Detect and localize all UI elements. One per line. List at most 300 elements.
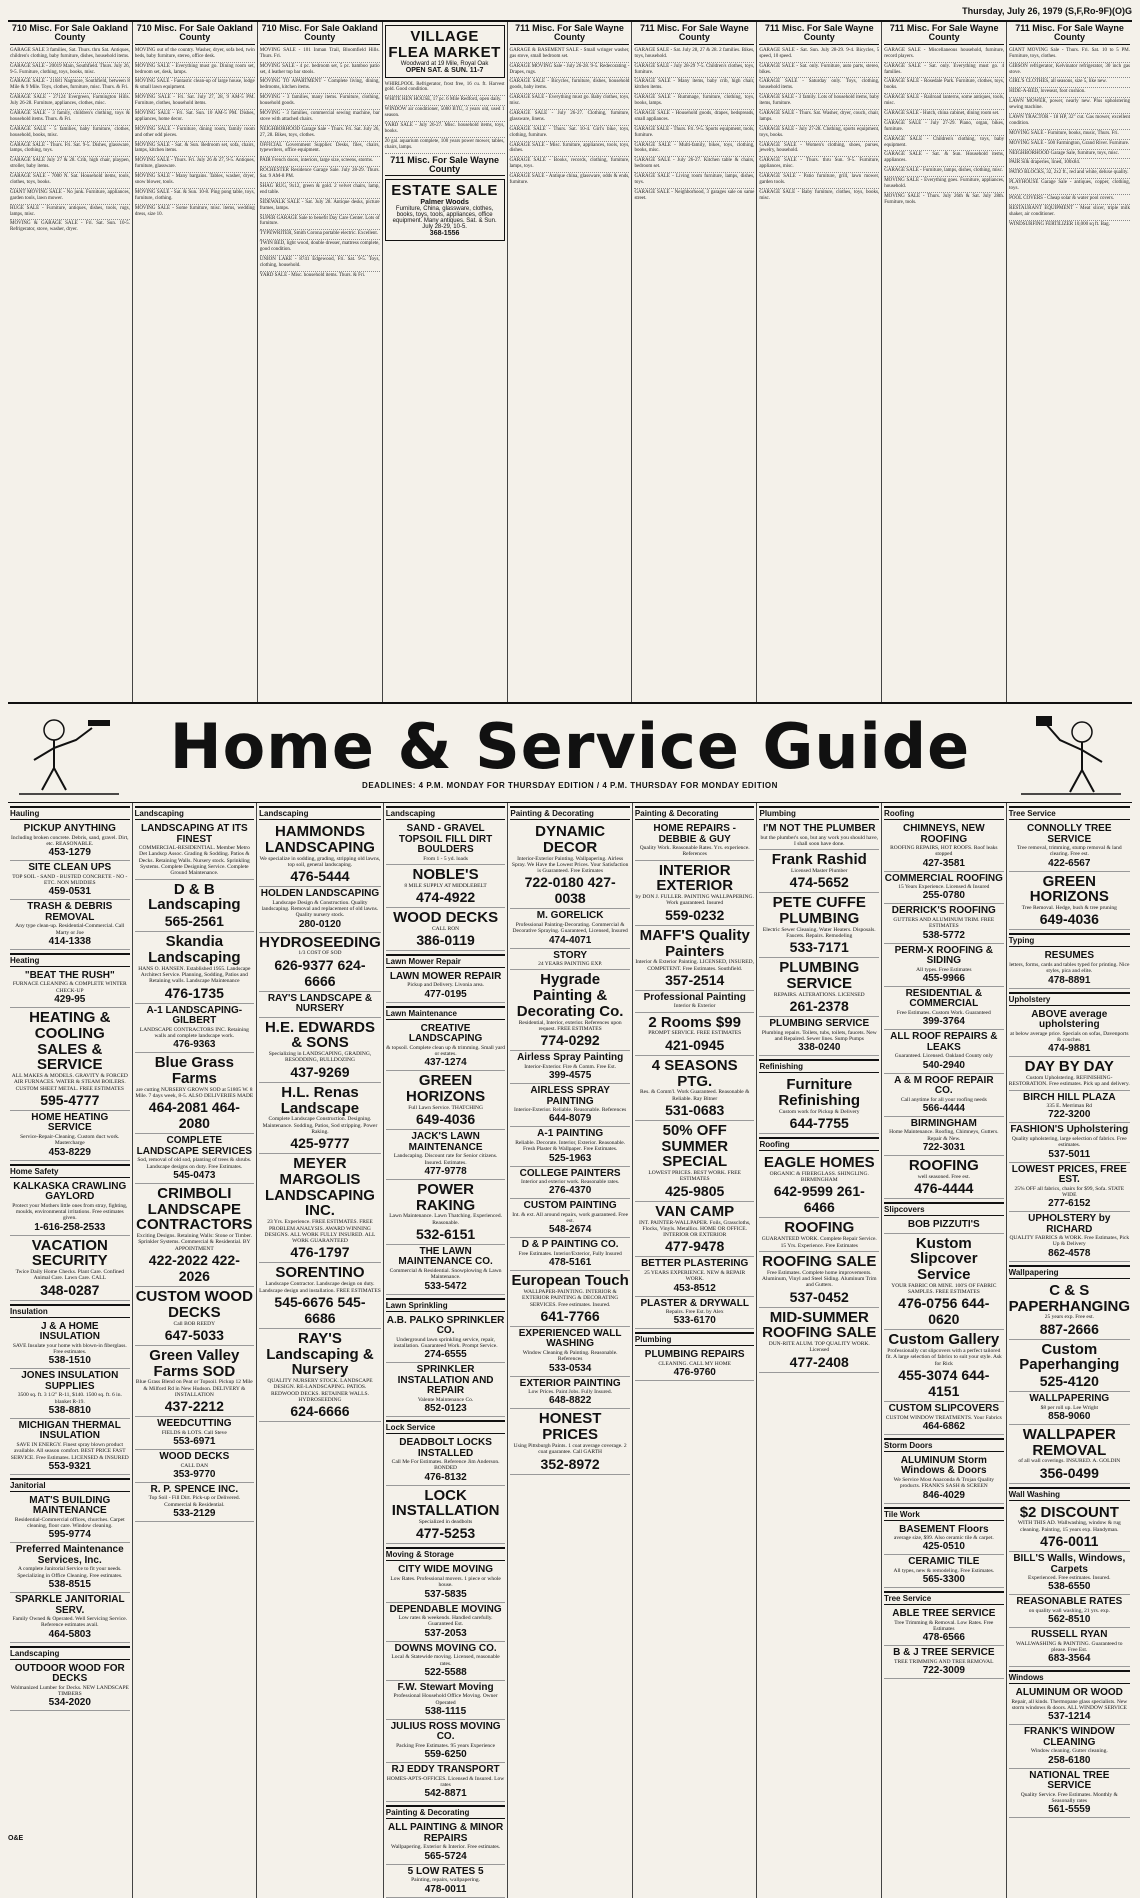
classified-ad: TYPEWRITER, Smith Corona portable electric. Excellent. bbox=[260, 230, 380, 240]
service-phone: 774-0292 bbox=[540, 1032, 600, 1049]
service-listing bbox=[386, 1245, 506, 1295]
service-description: 15 Years Experience. Licensed & Insured bbox=[898, 884, 990, 891]
classified-ad: GARAGE SALE - Patio furniture, grill, lawn mower, garden tools. bbox=[759, 173, 879, 189]
service-listing bbox=[759, 1252, 879, 1308]
service-name: VAN CAMP bbox=[655, 1202, 735, 1220]
classified-ad: GARAGE SALE - Antique china, glassware, odds & ends, furniture. bbox=[509, 174, 630, 186]
service-description: are cutting NURSERY GROWN SOD at 51805 W. 8 Mile. 7 days week, 8-5. ALSO DELIVERIES MADE bbox=[135, 1086, 254, 1099]
service-category-heading: Janitorial bbox=[10, 1478, 130, 1492]
service-listing bbox=[10, 900, 130, 950]
service-phone: 862-4578 bbox=[1048, 1247, 1091, 1259]
column-heading: 711 Misc. For Sale Wayne County bbox=[634, 24, 754, 45]
service-phone: 565-5724 bbox=[424, 1850, 467, 1862]
service-category-heading: Wallpapering bbox=[1009, 1265, 1130, 1279]
service-listing bbox=[1009, 1686, 1130, 1725]
service-name: CUSTOM SLIPCOVERS bbox=[888, 1403, 1000, 1415]
service-name: CERAMIC TILE bbox=[908, 1556, 980, 1568]
service-listing bbox=[1009, 1392, 1130, 1425]
service-listing bbox=[759, 822, 879, 850]
service-name: LOWEST PRICES, FREE EST. bbox=[1011, 1163, 1127, 1185]
classified-ad: GARAGE SALE - Everything must go. Baby clothes, toys, misc. bbox=[510, 94, 630, 110]
classified-ad: SHAG RUG, 9x12, green & gold. 2 velvet chairs, lamp, end table. bbox=[260, 183, 380, 199]
service-phone: 537-5835 bbox=[424, 1588, 467, 1600]
service-listing bbox=[386, 1720, 506, 1763]
service-name: F.W. Stewart Moving bbox=[397, 1681, 494, 1693]
service-phone: 540-2940 bbox=[922, 1059, 965, 1071]
service-name: WOOD DECKS bbox=[393, 908, 499, 926]
service-phone: 478-5161 bbox=[549, 1257, 592, 1269]
service-phone: 522-5588 bbox=[424, 1666, 467, 1678]
service-name: AIRLESS SPRAY PAINTING bbox=[530, 1085, 610, 1107]
service-description: by DON J. FULLER. PAINTING WALLPAPERING. Work guaranteed. Insured bbox=[635, 894, 754, 907]
service-phone: 644-8079 bbox=[549, 1113, 592, 1125]
service-description: All types, new & remodeling. Free Estimates. bbox=[893, 1567, 995, 1574]
service-description: Low rates & weekends. Handled carefully. Guaranteed Est. bbox=[398, 1615, 493, 1628]
service-phone: 474-5652 bbox=[789, 874, 849, 891]
service-name: DEPENDABLE MOVING bbox=[389, 1603, 502, 1615]
service-phone: 422-6567 bbox=[1048, 857, 1091, 869]
service-description: Licensed Master Plumber bbox=[791, 867, 848, 874]
service-category-heading: Tile Work bbox=[884, 1507, 1004, 1521]
service-description: SAVE Insulate your home with blown-in fiberglass. Free estimates. bbox=[12, 1342, 127, 1355]
service-phone: 565-3300 bbox=[922, 1574, 965, 1586]
service-description: Service-Repair-Cleaning. Custom duct work. Mastercharge bbox=[20, 1133, 120, 1147]
service-listing bbox=[759, 850, 879, 893]
service-column bbox=[1007, 803, 1132, 1898]
service-phone: 722-3200 bbox=[1048, 1109, 1091, 1121]
service-phone: 464-6862 bbox=[922, 1420, 965, 1432]
service-description: Custom Upholstering. REFINISHING-RESTORATION. Free estimates. Pick up and delivery. bbox=[1008, 1074, 1130, 1088]
service-description: Window cleaning. Gutter cleaning. bbox=[1030, 1748, 1108, 1755]
service-description: Tree removal, trimming, stump removal & land clearing. Free est. bbox=[1016, 845, 1122, 858]
service-phone: 399-3764 bbox=[922, 1016, 965, 1028]
classified-ad: GARAGE SALE - Women's clothing, shoes, purses, jewelry, household. bbox=[759, 142, 879, 158]
service-listing bbox=[1009, 1163, 1130, 1213]
service-description: Lawn Maintenance. Lawn Thatching. Experienced. Reasonable. bbox=[389, 1213, 502, 1226]
service-phone: 533-6170 bbox=[673, 1315, 716, 1327]
service-listing bbox=[386, 1071, 506, 1130]
service-name: R. P. SPENCE INC. bbox=[150, 1483, 239, 1495]
service-phone: 722-3031 bbox=[922, 1141, 965, 1153]
service-phone: 476-9363 bbox=[173, 1039, 216, 1051]
service-phone: 648-8822 bbox=[549, 1395, 592, 1407]
service-phone: 553-6971 bbox=[173, 1436, 216, 1448]
service-listing bbox=[1009, 1425, 1130, 1484]
classified-ad: GARAGE & BASEMENT SALE - Small wringer washer, gas stove, small bedroom set. bbox=[510, 47, 630, 63]
classified-ad: MOVING out of the country. Washer, dryer, sofa bed, twin beds, baby furniture, stereo, office desk. bbox=[135, 47, 255, 63]
service-description: letters, forms, cards and tables typed for printing. Nice styles, pica and elite. bbox=[1009, 961, 1130, 975]
service-name: WEEDCUTTING bbox=[157, 1418, 232, 1430]
service-listing bbox=[884, 1156, 1004, 1199]
service-description: INT. PAINTER-WALLPAPER. Foils, Grasscloths, Flocks, Vinyls. Metallics. HOME OR OFFICE. INTERIOR OR EXTERIOR bbox=[638, 1219, 751, 1239]
service-name: STORY bbox=[553, 949, 588, 961]
service-description: on quality wall washing, 21 yrs. exp. bbox=[1028, 1607, 1110, 1614]
service-description: FIELDS & LOTS. Call Steve bbox=[161, 1429, 227, 1436]
service-listing bbox=[135, 1483, 255, 1522]
service-category-heading: Landscaping bbox=[10, 1646, 130, 1660]
service-listing bbox=[884, 987, 1004, 1030]
service-category-heading: Upholstery bbox=[1009, 992, 1130, 1006]
service-name: NOBLE'S bbox=[412, 865, 479, 883]
service-description: 8 MILE SUPPLY AT MIDDLEBELT bbox=[404, 882, 487, 889]
classified-ad: MOVING SALE - Fri. Sat. Sun. 10 AM-5 PM. Dishes, appliances, home decor. bbox=[135, 110, 255, 126]
service-name: Preferred Maintenance Services, Inc. bbox=[15, 1544, 124, 1566]
service-listing bbox=[635, 1257, 755, 1296]
service-description: Low Rates. Professional movers. 1 piece or whole house. bbox=[390, 1575, 501, 1589]
service-name: JACK'S LAWN MAINTENANCE bbox=[408, 1131, 483, 1153]
classified-column bbox=[133, 22, 258, 702]
column-heading: 711 Misc. For Sale Wayne County bbox=[884, 24, 1004, 45]
service-description: Twice Daily Home Checks. Plant Care. Confined Animal Care. Lawn Care. CALL bbox=[15, 1269, 124, 1282]
service-name: BIRMINGHAM bbox=[910, 1117, 977, 1129]
service-name: FASHION'S Upholstering bbox=[1010, 1124, 1129, 1136]
service-phone: 357-2514 bbox=[665, 971, 725, 988]
service-listing bbox=[759, 1017, 879, 1056]
service-description: LOWEST PRICES. BEST WORK. FREE ESTIMATES bbox=[648, 1170, 741, 1183]
service-name: ALUMINUM Storm Windows & Doors bbox=[900, 1454, 987, 1477]
service-phone: 626-9377 624-6666 bbox=[274, 956, 366, 989]
service-name: HONEST PRICES bbox=[538, 1410, 602, 1444]
service-name: REASONABLE RATES bbox=[1016, 1596, 1123, 1608]
service-column bbox=[257, 803, 384, 1898]
classified-ad: WHITE HEN HOUSE, 17 pc. 6 Mile Redford, open daily. bbox=[385, 96, 505, 106]
classified-column bbox=[632, 22, 757, 702]
service-listing bbox=[884, 1074, 1004, 1117]
classified-ad: RESTAURANT EQUIPMENT - Meat slicer, triple milk shaker, air conditioner. bbox=[1009, 205, 1130, 221]
service-phone: 559-0232 bbox=[665, 906, 725, 923]
classified-ad: GARAGE SALE - Sat. only. Furniture, auto parts, stereo, bikes. bbox=[759, 63, 879, 79]
service-listing bbox=[884, 1234, 1004, 1331]
flea-market-hours: OPEN SAT. & SUN. 11-7 bbox=[405, 66, 484, 74]
service-name: EXPERIENCED WALL WASHING bbox=[518, 1327, 622, 1350]
service-description: 3500 sq. ft. 3 1/2" R-11, $140. 1500 sq. ft. 6 in. blanket R-19. bbox=[17, 1392, 122, 1405]
service-phone: 425-0510 bbox=[922, 1541, 965, 1553]
classified-ad: GARAGE SALE - Living room furniture, lamps, dishes, toys. bbox=[634, 173, 754, 189]
service-phone: 477-0195 bbox=[424, 988, 467, 1000]
service-name: J & A HOME INSULATION bbox=[39, 1320, 100, 1343]
classified-ad: MOVING TO APARTMENT - Complete living, dining, bedrooms, kitchen items. bbox=[260, 78, 380, 94]
service-listing bbox=[386, 1314, 506, 1364]
service-phone: 1-616-258-2533 bbox=[34, 1221, 106, 1233]
column-heading: 711 Misc. For Sale Wayne County bbox=[1009, 24, 1130, 45]
classified-ad: MOVING - 3 families, many items. Furniture, clothing, household goods. bbox=[260, 94, 380, 110]
service-description: Landscape Design & Construction. Quality landscaping. Removal and replacement of old lawns. Quality nursery stock. bbox=[261, 899, 379, 919]
service-name: DEADBOLT LOCKS INSTALLED bbox=[399, 1437, 492, 1459]
service-phone: 453-8229 bbox=[48, 1146, 91, 1158]
service-name: COLLEGE PAINTERS bbox=[519, 1167, 621, 1179]
service-description: QUALITY FABRICS & WORK. Free Estimates, Pick Up & Delivery bbox=[1009, 1235, 1130, 1248]
service-name: PLASTER & DRYWALL bbox=[640, 1297, 749, 1309]
service-name: CUSTOM WOOD DECKS bbox=[135, 1288, 253, 1321]
service-name: DAY BY DAY bbox=[1024, 1058, 1114, 1076]
classified-ad: NEIGHBORHOOD Garage Sale - Thurs. Fri. Sat. July 26, 27, 28. Bikes, toys, clothes. bbox=[260, 126, 380, 142]
service-description: TOP SOIL - SAND - BUSTED CONCRETE - NO - ETC. NON MUDDIES bbox=[12, 873, 128, 886]
service-phone: 474-4071 bbox=[549, 934, 592, 946]
service-name: VACATION SECURITY bbox=[31, 1236, 108, 1270]
service-description: Landscape Contractor. Landscape design on duty. Landscape design and installation. FREE ESTIMATES bbox=[259, 1281, 381, 1294]
classified-ad: PAIR French doors, interiors, large size, screens, storms. bbox=[260, 157, 380, 167]
service-listing bbox=[386, 908, 506, 951]
service-name: SORENTINO bbox=[275, 1264, 365, 1282]
classified-ad: GARAGE SALE - Sat. only. Everything must go. 4 families. bbox=[884, 63, 1004, 79]
service-listing bbox=[759, 1218, 879, 1251]
service-listing bbox=[884, 1607, 1004, 1646]
service-name: RJ EDDY TRANSPORT bbox=[391, 1764, 500, 1776]
footer-mark: O&E bbox=[8, 1835, 24, 1842]
classified-ad: GIRL'S CLOTHES, all seasons, size 5, like new. bbox=[1009, 78, 1130, 88]
classified-ad: GARAGE SALE - Neighborhood, 3 garages sale on same street. bbox=[634, 189, 755, 201]
service-name: HOME HEATING SERVICE bbox=[31, 1111, 109, 1134]
service-description: Valente Maintenance Co. bbox=[417, 1396, 474, 1403]
service-description: LANDSCAPE CONTRACTORS INC. Retaining walls and complete landscape work. bbox=[139, 1026, 249, 1039]
service-description: CALL RON bbox=[432, 925, 460, 932]
service-phone: 525-4120 bbox=[1039, 1373, 1099, 1390]
service-listing bbox=[759, 1075, 879, 1134]
service-name: PICKUP ANYTHING bbox=[23, 823, 116, 834]
classified-ad: GARAGE SALE July 27 & 28. Crib, high chair, playpen, stroller, baby items. bbox=[10, 157, 130, 173]
service-name: Airless Spray Painting bbox=[517, 1052, 624, 1064]
service-listing bbox=[1009, 1281, 1130, 1340]
service-listing bbox=[759, 958, 879, 1017]
service-name: WALLPAPER REMOVAL bbox=[1022, 1425, 1116, 1459]
service-listing bbox=[510, 970, 630, 1051]
service-description: Professional Household Office Moving. Owner Operated bbox=[393, 1693, 498, 1706]
classified-ad: MOVING SALE - Sat. & Sun. Bedroom set, sofa, chairs, lamps, kitchen items. bbox=[135, 142, 255, 158]
service-phone: 476-5444 bbox=[290, 868, 350, 885]
service-phone: 459-0531 bbox=[48, 886, 91, 898]
service-name: FRANK'S WINDOW CLEANING bbox=[1023, 1726, 1115, 1748]
service-name: KALKASKA CRAWLING GAYLORD bbox=[13, 1180, 127, 1203]
service-name: C & S PAPERHANGING bbox=[1008, 1281, 1130, 1315]
masthead bbox=[8, 6, 1132, 22]
classified-ad: YARD SALE - Misc. household items. Thurs. & Fri. bbox=[259, 272, 366, 278]
classified-column bbox=[1007, 22, 1132, 702]
service-phone: 476-4444 bbox=[914, 1180, 974, 1196]
service-listing bbox=[884, 1117, 1004, 1156]
service-description: COMMERCIAL-RESIDENTIAL. Member Metro Det Landscp Assoc. Grading & Sodding. Patios & Decks. Retaining Walls. Nursery stock. Sprinkling Systems. Complete Designing Service. Complete Ground Maintenance. bbox=[138, 845, 250, 877]
service-phone: 338-0240 bbox=[798, 1042, 841, 1054]
classified-ad: GARAGE SALE - Books, records, clothing, furniture, lamps, toys. bbox=[510, 157, 630, 173]
service-phone: 533-2129 bbox=[173, 1508, 216, 1520]
service-listing bbox=[386, 1486, 506, 1545]
service-phone: 386-0119 bbox=[416, 931, 475, 948]
service-listing bbox=[510, 949, 630, 971]
service-phone: 427-3581 bbox=[922, 857, 965, 869]
service-category-heading: Plumbing bbox=[759, 806, 879, 820]
service-name: ALUMINUM OR WOOD bbox=[1015, 1687, 1123, 1699]
service-phone: 542-8871 bbox=[424, 1788, 467, 1800]
classified-ad: GARAGE SALE - Thurs. Sat. 10-4. Girl's bike, toys, clothing, furniture. bbox=[510, 126, 630, 142]
service-phone: 437-2212 bbox=[164, 1398, 224, 1415]
service-phone: 533-0534 bbox=[549, 1362, 592, 1374]
service-listing bbox=[135, 932, 255, 1003]
service-listing bbox=[1009, 1503, 1130, 1552]
service-listing bbox=[1009, 1725, 1130, 1768]
service-phone: 534-2020 bbox=[48, 1697, 91, 1709]
service-description: Call anytime for all your roofing needs bbox=[900, 1096, 987, 1103]
service-phone: 477-5253 bbox=[415, 1525, 476, 1542]
service-phone: 476-1735 bbox=[164, 984, 224, 1001]
service-description: $8 per roll up. Lee Wright bbox=[1040, 1404, 1098, 1411]
service-listing bbox=[1009, 1769, 1130, 1819]
service-column bbox=[133, 803, 258, 1898]
service-listing bbox=[135, 1004, 255, 1054]
service-name: B & J TREE SERVICE bbox=[893, 1647, 995, 1659]
classified-ad: MOVING SALE - 500 Farmington, Grand River. Furniture. bbox=[1009, 140, 1130, 150]
service-listing bbox=[884, 944, 1004, 987]
service-name: D & B Landscaping bbox=[148, 880, 241, 914]
service-name: BASEMENT Floors bbox=[899, 1523, 989, 1535]
classified-column bbox=[8, 22, 133, 702]
service-listing bbox=[386, 1363, 506, 1417]
service-name: DOWNS MOVING CO. bbox=[394, 1642, 497, 1654]
service-description: All types. Free Estimates bbox=[916, 966, 972, 973]
service-category-heading: Windows bbox=[1009, 1670, 1130, 1684]
service-name: COMMERCIAL ROOFING bbox=[884, 872, 1003, 884]
service-listing bbox=[10, 969, 130, 1008]
service-phone: 642-9599 261-6466 bbox=[773, 1183, 865, 1216]
service-name: INTERIOR EXTERIOR bbox=[656, 861, 734, 895]
flea-market-location: Woodward at 19 Mile, Royal Oak bbox=[400, 60, 489, 67]
service-category-heading: Refinishing bbox=[759, 1059, 879, 1073]
service-description: Using Pittsburgh Paints. 1 coat average coverage. 2 coat guarantee. Call GARTH bbox=[513, 1442, 627, 1456]
service-listing bbox=[135, 1053, 255, 1134]
service-listing bbox=[386, 1681, 506, 1720]
service-phone: 647-5033 bbox=[164, 1326, 224, 1343]
classified-ad: MOVING SALE - Thurs. July 26th & Sat. July 28th. Furniture, tools. bbox=[884, 193, 1005, 205]
service-category-heading: Painting & Decorating bbox=[635, 806, 755, 820]
service-phone: 545-0473 bbox=[173, 1169, 216, 1181]
service-name: RAY'S Landscaping & Nursery bbox=[266, 1329, 374, 1379]
service-listing bbox=[510, 1409, 630, 1474]
classified-ad: HUGE SALE - Furniture, antiques, dishes, tools, rugs, lamps, misc. bbox=[10, 205, 130, 221]
classified-ad: GARAGE SALE - 3 family, children's clothing, toys & household items. Thurs. & Fri. bbox=[10, 110, 130, 126]
service-description: 24 YEARS PAINTING EXP. bbox=[538, 961, 603, 968]
service-category-heading: Landscaping bbox=[135, 806, 255, 820]
service-listing bbox=[635, 991, 755, 1013]
service-listing bbox=[10, 1320, 130, 1370]
service-listing bbox=[1009, 1123, 1130, 1162]
service-description: but the plumber's son, but any work you should have, I shall soon have done. bbox=[760, 834, 879, 847]
service-description: 25 YEARS EXPERIENCE. NEW & REPAIR WORK. bbox=[644, 1269, 746, 1283]
service-name: OUTDOOR WOOD FOR DECKS bbox=[14, 1662, 125, 1685]
service-phone: 476-1797 bbox=[290, 1244, 350, 1261]
service-phone: 353-9770 bbox=[173, 1468, 216, 1480]
classified-ad: SIDEWALK SALE - Sat. July 28. Antique desks, picture frames, lamps. bbox=[260, 199, 380, 215]
classified-ad: MOVING SALE - 4 pc. bedroom set, 5 pc. bamboo patio set, 4 leather top bar stools. bbox=[260, 63, 380, 79]
service-name: M. GORELICK bbox=[536, 910, 604, 922]
service-name: Frank Rashid bbox=[771, 851, 867, 869]
service-category-heading: Storm Doors bbox=[884, 1438, 1004, 1452]
column-heading: 711 Misc. For Sale Wayne County bbox=[510, 24, 630, 45]
service-phone: 455-9966 bbox=[922, 972, 965, 984]
service-category-heading: Slipcovers bbox=[884, 1202, 1004, 1216]
service-phone: 595-9774 bbox=[48, 1529, 91, 1541]
service-name: BIRCH HILL PLAZA bbox=[1022, 1091, 1116, 1103]
service-name: H.E. EDWARDS & SONS bbox=[264, 1018, 375, 1052]
service-description: TREE TRIMMING AND TREE REMOVAL bbox=[894, 1658, 994, 1665]
service-listing bbox=[135, 1450, 255, 1483]
service-name: SPRINKLER INSTALLATION AND REPAIR bbox=[397, 1364, 494, 1397]
service-name: HEATING & COOLING SALES & SERVICE bbox=[29, 1009, 111, 1074]
service-listing bbox=[884, 1555, 1004, 1588]
classified-ad: GARAGE SALE - 20019 Main, Southfield. Thurs. July 26, 9-5. Furniture, clothing, toys, books, misc. bbox=[10, 63, 130, 79]
service-name: European Touch bbox=[511, 1272, 629, 1290]
service-name: HYDROSEEDING bbox=[259, 933, 381, 951]
service-description: Packing Free Estimates. 95 years Experience bbox=[396, 1742, 496, 1749]
service-listing bbox=[386, 1865, 506, 1898]
classified-ad: GARAGE SALE - Thurs. thru Sun. 9-5. Furniture, appliances, misc. bbox=[759, 157, 879, 173]
service-listing bbox=[1009, 1212, 1130, 1262]
service-listing bbox=[1009, 822, 1130, 872]
service-listing bbox=[510, 1051, 630, 1084]
home-service-guide-banner bbox=[8, 704, 1132, 803]
service-phone: 280-0120 bbox=[298, 918, 342, 930]
service-listing bbox=[884, 1218, 1004, 1234]
service-phone: 453-8512 bbox=[673, 1282, 716, 1294]
service-name: GREEN HORIZONS bbox=[1029, 872, 1109, 906]
service-name: Custom Paperhanging bbox=[1019, 1340, 1120, 1374]
service-name: CONNOLLY TREE SERVICE bbox=[1027, 823, 1112, 845]
service-name: RUSSELL RYAN bbox=[1031, 1629, 1108, 1641]
service-description: of all wall coverings. INSURED. A. GOLDIN bbox=[1018, 1458, 1121, 1465]
service-description: SAVE IN ENERGY. Finest spray blown product available. All season comfort. BEST PRICE FAST SERVICE. Free Estimates. LICENSED & INSURED bbox=[10, 1441, 129, 1461]
service-description: Exciting Designs. Retaining Walls: Stone or Timber. Sprinkler Systems. Commercial & Residential. BY APPOINTMENT bbox=[136, 1233, 252, 1252]
service-phone: 559-6250 bbox=[424, 1749, 467, 1761]
service-description: ORGANIC & FIBERGLASS. SHINGLING. BIRMINGHAM bbox=[769, 1170, 869, 1184]
service-phone: 683-3564 bbox=[1048, 1653, 1091, 1665]
service-category-heading: Roofing bbox=[884, 806, 1004, 820]
service-name: POWER RAKING bbox=[415, 1180, 476, 1214]
service-listing bbox=[259, 822, 381, 887]
classified-ad: GARAGE SALE - Saturday only. Toys, clothing, household items. bbox=[759, 78, 879, 94]
service-phone: 538-8515 bbox=[48, 1579, 91, 1591]
service-name: MICHIGAN THERMAL INSULATION bbox=[18, 1419, 121, 1442]
service-listing bbox=[10, 1111, 130, 1161]
service-description: Free Estimates. Interior/Exterior, Fully Insured bbox=[518, 1250, 622, 1257]
column-heading: 711 Misc. For Sale Wayne County bbox=[759, 24, 879, 45]
service-listing bbox=[510, 909, 630, 948]
service-column bbox=[508, 803, 633, 1898]
service-name: LANDSCAPING AT ITS FINEST bbox=[140, 823, 248, 845]
service-phone: 722-0180 427-0038 bbox=[524, 874, 616, 907]
service-listing bbox=[510, 1127, 630, 1166]
service-description: Top Soil - Fill Dirt. Pick-up or Delivered. Commercial & Residential. bbox=[148, 1495, 241, 1508]
service-listing bbox=[259, 1083, 381, 1154]
service-phone: 649-4036 bbox=[1039, 911, 1099, 928]
estate-sale-ad bbox=[385, 179, 505, 241]
service-description: From 1 - 5 yd. loads bbox=[423, 855, 468, 862]
service-listing bbox=[135, 1417, 255, 1450]
service-phone: 421-0945 bbox=[665, 1036, 725, 1053]
service-listing bbox=[635, 1013, 755, 1056]
service-name: EAGLE HOMES bbox=[763, 1154, 875, 1172]
classified-ad: 20 gal. aquarium complete, 100 years power mower, tables, chairs, lamps. bbox=[385, 138, 505, 154]
service-description: Free Estimates. Complete home improvements. Aluminum, Vinyl and Steel Siding. Aluminum Trim and Gutters. bbox=[762, 1269, 877, 1289]
service-description: We specialize in sodding, grading, stripping old lawns, top soil, general landscaping. bbox=[259, 855, 381, 868]
service-phone: 399-4575 bbox=[549, 1070, 592, 1082]
service-name: MAT'S BUILDING MAINTENANCE bbox=[29, 1494, 111, 1517]
service-description: average size, $99. Also ceramic tile & carpet. bbox=[893, 1535, 994, 1541]
classified-ad: GIBSON refrigerator, Kelvinator refrigerator, 30 inch gas stove. bbox=[1009, 63, 1130, 79]
service-description: GUTTERS AND ALUMINUM TRIM. FREE ESTIMATES bbox=[893, 916, 995, 930]
service-name: SITE CLEAN UPS bbox=[28, 862, 112, 874]
service-phone: 437-9269 bbox=[290, 1063, 350, 1080]
service-name: PETE CUFFE PLUMBING bbox=[772, 894, 866, 927]
service-listing bbox=[10, 1369, 130, 1419]
classified-ad: GARAGE SALE - 3 family. Lots of household items, baby items, furniture. bbox=[759, 94, 879, 110]
service-phone: 356-0499 bbox=[1039, 1464, 1099, 1481]
